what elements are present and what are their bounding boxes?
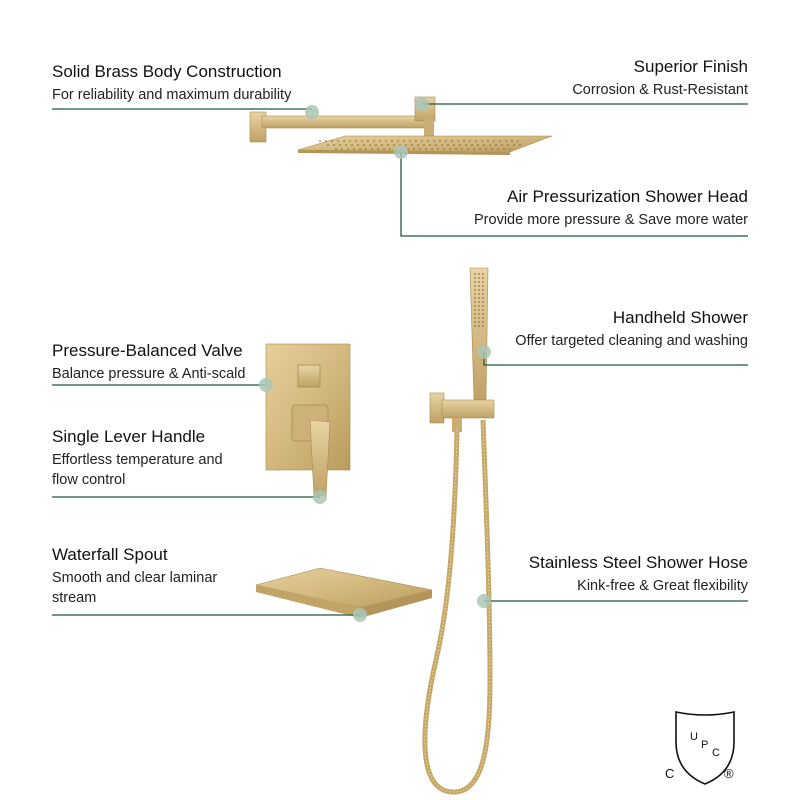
handheld-nozzle-dot — [474, 293, 476, 295]
nozzle-dot — [431, 148, 433, 150]
nozzle-dot — [405, 144, 407, 146]
nozzle-dot — [451, 140, 453, 142]
nozzle-dot — [377, 148, 379, 150]
handheld-nozzle-dot — [482, 325, 484, 327]
handheld-nozzle-dot — [482, 301, 484, 303]
handheld-nozzle-dot — [482, 277, 484, 279]
handheld-nozzle-dot — [478, 309, 480, 311]
nozzle-dot — [413, 148, 415, 150]
nozzle-dot — [335, 148, 337, 150]
handheld-nozzle-dot — [478, 273, 480, 275]
nozzle-dot — [359, 148, 361, 150]
feature-desc: Kink-free & Great flexibility — [577, 578, 748, 594]
nozzle-dot — [347, 148, 349, 150]
handheld-nozzle-dot — [482, 317, 484, 319]
handheld-nozzle-dot — [478, 301, 480, 303]
feature-desc: Offer targeted cleaning and washing — [515, 333, 748, 349]
handheld-nozzle-dot — [478, 297, 480, 299]
nozzle-dot — [453, 144, 455, 146]
nozzle-dot — [517, 140, 519, 142]
nozzle-dot — [429, 144, 431, 146]
nozzle-dot — [467, 148, 469, 150]
nozzle-dot — [333, 144, 335, 146]
feature-title: Handheld Shower — [612, 308, 748, 327]
nozzle-dot — [489, 144, 491, 146]
nozzle-dot — [387, 144, 389, 146]
nozzle-dot — [389, 148, 391, 150]
handheld-nozzle-dot — [478, 305, 480, 307]
nozzle-dot — [433, 140, 435, 142]
feature-waterfall-spout — [52, 545, 242, 608]
feature-title: Pressure-Balanced Valve — [52, 341, 243, 360]
nozzle-dot — [367, 140, 369, 142]
feature-air-pressurization — [474, 187, 748, 230]
nozzle-dot — [361, 140, 363, 142]
handheld-nozzle-dot — [474, 301, 476, 303]
nozzle-dot — [457, 140, 459, 142]
upc-letter-p: P — [701, 739, 709, 751]
callout-dot-showerhead — [394, 145, 408, 159]
nozzle-dot — [327, 144, 329, 146]
nozzle-dot — [325, 140, 327, 142]
handheld-nozzle-dot — [474, 317, 476, 319]
nozzle-dot — [371, 148, 373, 150]
nozzle-dot — [379, 140, 381, 142]
feature-title: Waterfall Spout — [52, 545, 168, 564]
nozzle-dot — [465, 144, 467, 146]
handheld-nozzle-dot — [474, 325, 476, 327]
feature-shower-hose — [529, 553, 748, 596]
nozzle-dot — [343, 140, 345, 142]
nozzle-dot — [373, 140, 375, 142]
callout-dot-handheld — [477, 345, 491, 359]
feature-title: Superior Finish — [633, 57, 748, 76]
nozzle-dot — [503, 148, 505, 150]
canada-c-mark: C — [665, 766, 675, 781]
nozzle-dot — [341, 148, 343, 150]
feature-title: Solid Brass Body Construction — [52, 62, 282, 81]
nozzle-dot — [349, 140, 351, 142]
handheld-nozzle-dot — [474, 273, 476, 275]
handheld-nozzle-dot — [474, 309, 476, 311]
nozzle-dot — [473, 148, 475, 150]
feature-desc: Balance pressure & Anti-scald — [52, 366, 246, 382]
nozzle-dot — [393, 144, 395, 146]
feature-desc: Corrosion & Rust-Resistant — [572, 82, 748, 98]
handheld-nozzle-dot — [478, 313, 480, 315]
nozzle-dot — [337, 140, 339, 142]
nozzle-dot — [501, 144, 503, 146]
nozzle-dot — [487, 140, 489, 142]
feature-title: Air Pressurization Shower Head — [507, 187, 748, 206]
feature-desc: Provide more pressure & Save more water — [474, 212, 748, 228]
callout-dot-valve — [259, 378, 273, 392]
nozzle-dot — [339, 144, 341, 146]
upc-letter-u: U — [690, 731, 698, 743]
nozzle-dot — [509, 148, 511, 150]
feature-handheld-shower — [515, 308, 748, 351]
nozzle-dot — [365, 148, 367, 150]
handheld-nozzle-dot — [474, 321, 476, 323]
nozzle-dot — [435, 144, 437, 146]
nozzle-dot — [369, 144, 371, 146]
handheld-nozzle-dot — [478, 317, 480, 319]
handheld-nozzle-dot — [474, 289, 476, 291]
handheld-nozzle-dot — [482, 309, 484, 311]
callout-dot-finish — [415, 97, 429, 111]
nozzle-dot — [507, 144, 509, 146]
nozzle-dot — [485, 148, 487, 150]
feature-desc: Effortless temperature and flow control — [52, 452, 223, 488]
feature-lever-handle — [52, 427, 252, 490]
nozzle-dot — [375, 144, 377, 146]
nozzle-dot — [409, 140, 411, 142]
handheld-nozzle-dot — [474, 297, 476, 299]
handheld-nozzle-dot — [478, 289, 480, 291]
nozzle-dot — [447, 144, 449, 146]
handheld-nozzle-dot — [482, 289, 484, 291]
feature-solid-brass — [52, 62, 291, 105]
handheld-nozzle-dot — [482, 297, 484, 299]
registered-mark: ® — [724, 766, 734, 781]
feature-desc: Smooth and clear laminar stream — [52, 570, 218, 606]
nozzle-dot — [427, 140, 429, 142]
handheld-nozzle-dot — [482, 293, 484, 295]
nozzle-dot — [345, 144, 347, 146]
nozzle-dot — [425, 148, 427, 150]
handheld-nozzle-dot — [478, 321, 480, 323]
nozzle-dot — [495, 144, 497, 146]
nozzle-dot — [421, 140, 423, 142]
feature-pressure-valve — [52, 341, 245, 384]
nozzle-dot — [391, 140, 393, 142]
nozzle-dot — [445, 140, 447, 142]
nozzle-dot — [355, 140, 357, 142]
nozzle-dot — [331, 140, 333, 142]
handheld-nozzle-dot — [478, 293, 480, 295]
handheld-nozzle-dot — [482, 281, 484, 283]
callout-dot-lever — [313, 490, 327, 504]
nozzle-dot — [381, 144, 383, 146]
handheld-nozzle-dot — [478, 277, 480, 279]
nozzle-dot — [505, 140, 507, 142]
nozzle-dot — [437, 148, 439, 150]
nozzle-dot — [519, 144, 521, 146]
nozzle-dot — [471, 144, 473, 146]
nozzle-dot — [415, 140, 417, 142]
nozzle-dot — [363, 144, 365, 146]
handheld-nozzle-dot — [482, 321, 484, 323]
handheld-nozzle-dot — [482, 313, 484, 315]
handheld-nozzle-dot — [474, 281, 476, 283]
nozzle-dot — [351, 144, 353, 146]
nozzle-dot — [481, 140, 483, 142]
nozzle-dot — [385, 140, 387, 142]
nozzle-dot — [353, 148, 355, 150]
nozzle-dot — [417, 144, 419, 146]
nozzle-dot — [423, 144, 425, 146]
nozzle-dot — [439, 140, 441, 142]
nozzle-dot — [449, 148, 451, 150]
nozzle-dot — [477, 144, 479, 146]
nozzle-dot — [493, 140, 495, 142]
handheld-nozzle-dot — [478, 325, 480, 327]
nozzle-dot — [403, 140, 405, 142]
nozzle-dot — [469, 140, 471, 142]
feature-desc: For reliability and maximum durability — [52, 87, 292, 103]
nozzle-dot — [483, 144, 485, 146]
feature-title: Stainless Steel Shower Hose — [528, 553, 748, 572]
handheld-nozzle-dot — [478, 285, 480, 287]
nozzle-dot — [463, 140, 465, 142]
nozzle-dot — [513, 144, 515, 146]
handheld-nozzle-dot — [474, 285, 476, 287]
callout-dot-brass — [305, 105, 319, 119]
nozzle-dot — [459, 144, 461, 146]
nozzle-dot — [511, 140, 513, 142]
nozzle-dot — [491, 148, 493, 150]
handheld-nozzle-dot — [482, 273, 484, 275]
upc-certification-mark — [665, 712, 734, 784]
handheld-nozzle-dot — [482, 285, 484, 287]
nozzle-dot — [419, 148, 421, 150]
nozzle-dot — [397, 140, 399, 142]
nozzle-dot — [383, 148, 385, 150]
callout-dot-hose — [477, 594, 491, 608]
nozzle-dot — [461, 148, 463, 150]
feature-superior-finish — [572, 57, 748, 100]
upc-letter-c: C — [712, 747, 720, 759]
callout-dot-spout — [353, 608, 367, 622]
nozzle-dot — [443, 148, 445, 150]
feature-title: Single Lever Handle — [52, 427, 206, 446]
handheld-nozzle-dot — [474, 305, 476, 307]
nozzle-dot — [455, 148, 457, 150]
handheld-nozzle-dot — [474, 313, 476, 315]
nozzle-dot — [319, 140, 321, 142]
nozzle-dot — [411, 144, 413, 146]
nozzle-dot — [475, 140, 477, 142]
nozzle-dot — [497, 148, 499, 150]
nozzle-dot — [499, 140, 501, 142]
valve-trim-plate — [266, 344, 350, 496]
handheld-nozzle-dot — [482, 305, 484, 307]
nozzle-dot — [441, 144, 443, 146]
nozzle-dot — [479, 148, 481, 150]
waterfall-spout — [256, 568, 432, 618]
nozzle-dot — [357, 144, 359, 146]
handheld-nozzle-dot — [478, 281, 480, 283]
handheld-nozzle-dot — [474, 277, 476, 279]
